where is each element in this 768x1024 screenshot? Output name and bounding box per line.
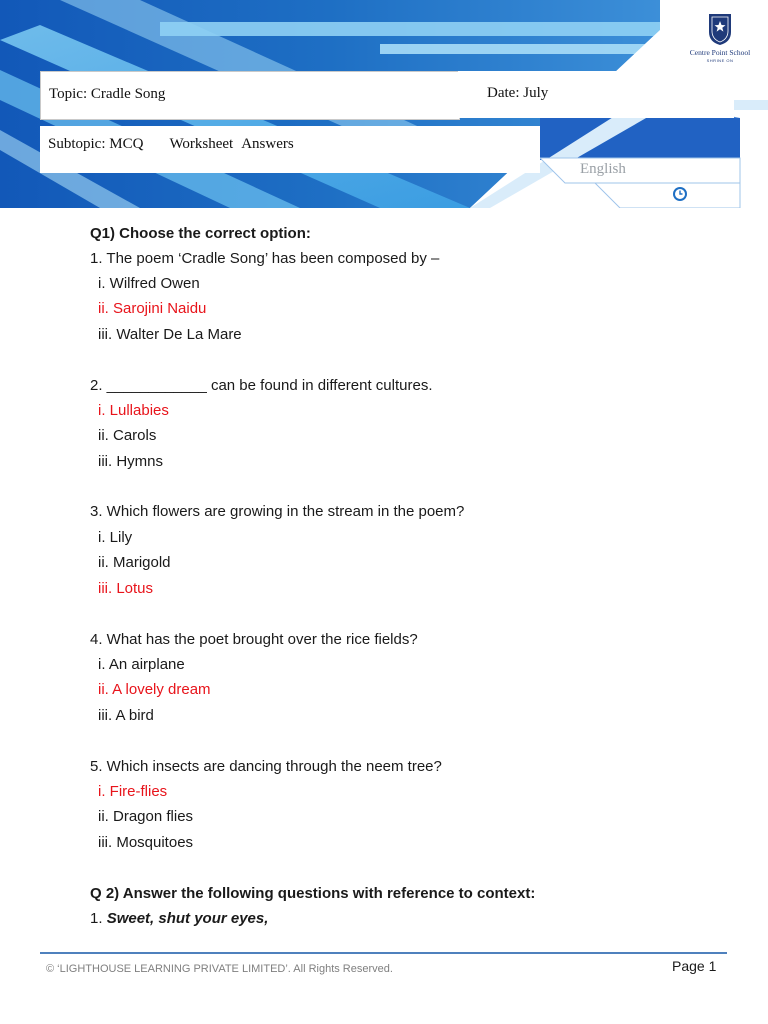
question-1: 1. The poem ‘Cradle Song’ has been composed by – xyxy=(90,250,440,267)
date-label: Date: July xyxy=(487,85,549,101)
q3-option-3-answer: iii. Lotus xyxy=(98,580,154,597)
section1-heading: Q1) Choose the correct option: xyxy=(90,225,311,242)
answers-label: Answers xyxy=(241,136,294,152)
subtopic-line xyxy=(48,136,294,153)
q2-option-2: ii. Carols xyxy=(98,427,157,444)
section2-item-1 xyxy=(90,909,268,929)
subtopic-label: Subtopic: MCQ xyxy=(48,136,144,152)
q4-option-3: iii. A bird xyxy=(98,707,154,724)
q4-option-1: i. An airplane xyxy=(98,656,185,673)
school-crest-icon xyxy=(707,12,733,46)
q3-option-2: ii. Marigold xyxy=(98,554,171,571)
subtopic-box xyxy=(40,126,540,173)
subject-label: English xyxy=(580,161,626,177)
clock-icon xyxy=(672,186,688,202)
footer-copyright: © ‘LIGHTHOUSE LEARNING PRIVATE LIMITED’. All Rights Reserved. xyxy=(46,963,393,975)
page-number: Page 1 xyxy=(672,958,717,974)
question-3: 3. Which flowers are growing in the stream in the poem? xyxy=(90,503,465,520)
q4-option-2-answer: ii. A lovely dream xyxy=(98,681,211,698)
q5-option-2: ii. Dragon flies xyxy=(98,808,194,825)
date-box xyxy=(458,71,734,118)
section2-heading: Q 2) Answer the following questions with reference to context: xyxy=(90,885,536,902)
section2-item-number: 1. xyxy=(90,910,103,927)
question-5: 5. Which insects are dancing through the neem tree? xyxy=(90,758,442,775)
school-branch: SHRINE ON xyxy=(706,58,734,63)
header-banner xyxy=(0,0,768,208)
question-4: 4. What has the poet brought over the rice fields? xyxy=(90,631,418,648)
section2-item-text: Sweet, shut your eyes, xyxy=(106,910,269,927)
q5-option-3: iii. Mosquitoes xyxy=(98,834,194,851)
school-logo xyxy=(680,12,760,66)
topic-box xyxy=(40,71,460,120)
q1-option-3: iii. Walter De La Mare xyxy=(98,326,242,343)
footer-divider xyxy=(40,952,727,954)
q5-option-1-answer: i. Fire-flies xyxy=(98,783,168,800)
q3-option-1: i. Lily xyxy=(98,529,133,546)
question-2: 2. ____________ can be found in different cultures. xyxy=(90,377,433,394)
q2-option-3: iii. Hymns xyxy=(98,453,164,470)
q1-option-2-answer: ii. Sarojini Naidu xyxy=(98,300,207,317)
worksheet-label: Worksheet xyxy=(169,136,234,152)
topic-label: Topic: Cradle Song xyxy=(49,86,166,102)
q2-option-1-answer: i. Lullabies xyxy=(98,402,169,419)
school-name: Centre Point School xyxy=(689,48,751,57)
q1-option-1: i. Wilfred Owen xyxy=(98,275,200,292)
